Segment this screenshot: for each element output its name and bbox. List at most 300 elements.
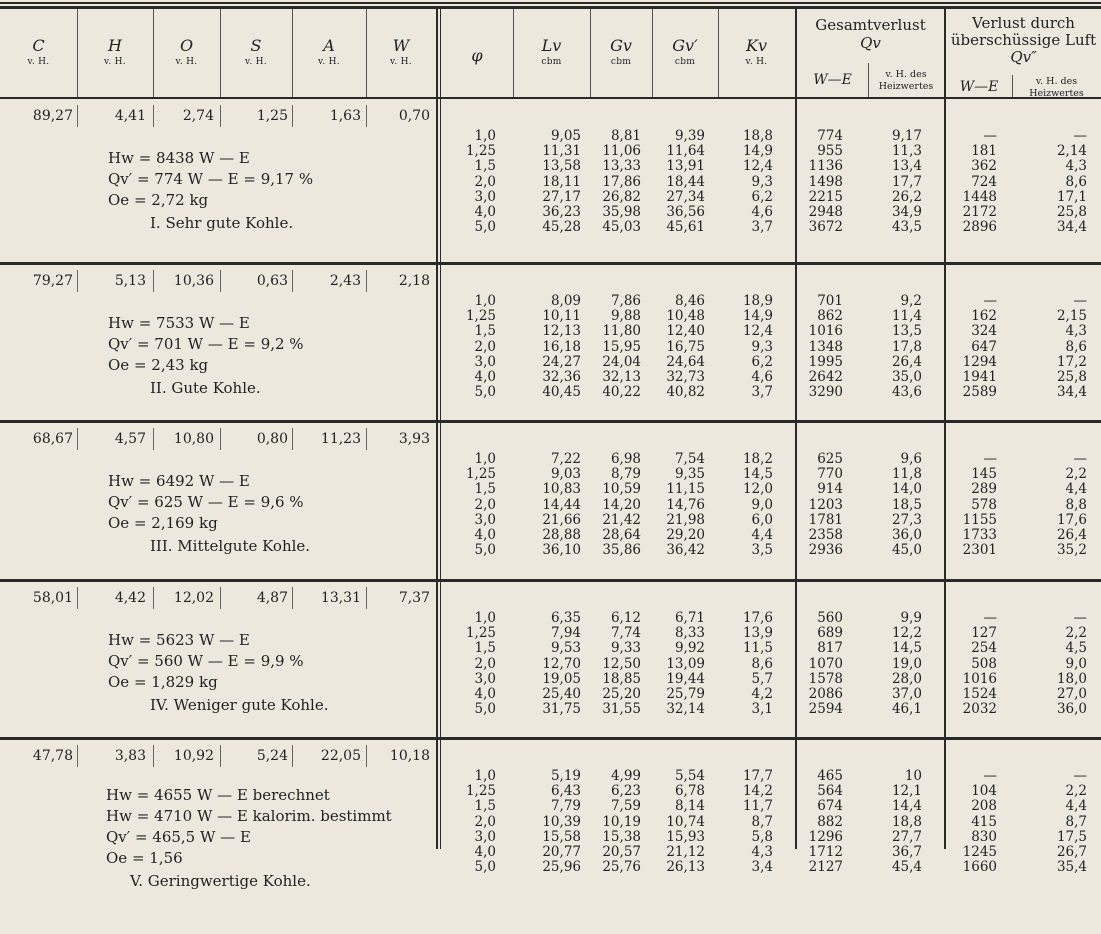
cell-gesamt-we: 1498 — [808, 173, 843, 190]
cell-verlust-we: 508 — [971, 655, 997, 672]
cell-phi: 4,0 — [474, 686, 496, 702]
cell-verlust-percent: 2,2 — [1065, 625, 1087, 642]
cell-phi: 4,0 — [474, 527, 496, 543]
cell-verlust-we: 362 — [971, 158, 997, 175]
cell-verlust-we: 208 — [971, 798, 997, 815]
cell-gv: 45,03 — [602, 219, 641, 236]
composition-value: 3,93 — [398, 431, 430, 447]
cell-gv-prime: 21,12 — [666, 844, 705, 860]
cell-gv: 11,06 — [602, 143, 641, 160]
cell-lv: 14,44 — [542, 496, 581, 513]
cell-gv: 21,42 — [602, 511, 641, 528]
coal-parameter: Oe = 1,56 — [106, 849, 183, 867]
cell-phi: 2,0 — [474, 655, 496, 672]
cell-gv: 20,57 — [602, 844, 641, 860]
cell-verlust-percent: 18,0 — [1056, 670, 1087, 687]
cell-kv: 6,2 — [751, 188, 773, 205]
cell-gv-prime: 14,76 — [666, 496, 705, 513]
cell-phi: 1,25 — [465, 308, 496, 325]
header-verlust-percent: v. H. des Heizwertes — [1029, 76, 1084, 99]
cell-gv-prime: 6,78 — [674, 783, 705, 800]
cell-gv-prime: 13,09 — [666, 655, 705, 672]
composition-value: 1,25 — [256, 108, 288, 124]
composition-value: 7,37 — [398, 590, 430, 606]
cell-verlust-we: 1941 — [962, 369, 997, 385]
cell-verlust-percent: 34,4 — [1056, 219, 1087, 236]
cell-lv: 7,79 — [550, 798, 581, 815]
coal-parameter: Oe = 2,43 kg — [108, 356, 209, 374]
cell-gesamt-we: 1070 — [808, 655, 843, 672]
cell-lv: 25,40 — [542, 686, 581, 702]
cell-gv-prime: 18,44 — [666, 173, 705, 190]
cell-phi: 1,5 — [474, 323, 496, 340]
composition-divider — [77, 587, 78, 609]
cell-gesamt-percent: 9,17 — [891, 128, 922, 144]
header-phi: φ — [471, 46, 483, 65]
cell-kv: 3,5 — [751, 542, 773, 559]
cell-gv: 9,88 — [610, 308, 641, 325]
cell-gesamt-we: 914 — [817, 481, 843, 498]
cell-verlust-percent: 17,6 — [1056, 511, 1087, 528]
composition-value: 10,36 — [173, 273, 214, 289]
composition-value: 0,63 — [256, 273, 288, 289]
cell-verlust-percent: — — [1073, 293, 1087, 309]
cell-phi: 3,0 — [474, 511, 496, 528]
cell-gesamt-we: 817 — [817, 640, 843, 657]
cell-verlust-we: 1524 — [962, 686, 997, 702]
cell-kv: 12,0 — [742, 481, 773, 498]
header-kv: Kv v. H. — [745, 36, 768, 67]
cell-verlust-percent: 8,6 — [1065, 173, 1087, 190]
cell-gv: 14,20 — [602, 496, 641, 513]
cell-kv: 8,6 — [751, 655, 773, 672]
coal-parameter: Oe = 2,72 kg — [108, 191, 209, 209]
cell-phi: 1,0 — [474, 293, 496, 309]
cell-gv: 26,82 — [602, 188, 641, 205]
cell-gesamt-percent: 28,0 — [891, 670, 922, 687]
composition-value: 0,80 — [256, 431, 288, 447]
composition-divider — [153, 105, 154, 127]
cell-gesamt-percent: 43,6 — [891, 384, 922, 401]
cell-gv: 35,98 — [602, 204, 641, 220]
cell-gv-prime: 8,46 — [674, 293, 705, 309]
cell-gv-prime: 21,98 — [666, 511, 705, 528]
cell-phi: 1,5 — [474, 158, 496, 175]
cell-gv-prime: 32,14 — [666, 701, 705, 718]
cell-verlust-we: 724 — [971, 173, 997, 190]
cell-gesamt-percent: 18,8 — [891, 813, 922, 830]
cell-lv: 19,05 — [542, 670, 581, 687]
cell-lv: 24,27 — [542, 353, 581, 370]
cell-verlust-percent: 17,2 — [1056, 353, 1087, 370]
block-separator — [0, 262, 1101, 265]
cell-verlust-we: 324 — [971, 323, 997, 340]
composition-divider — [366, 270, 367, 292]
composition-value: 13,31 — [320, 590, 361, 606]
cell-gv-prime: 11,15 — [666, 481, 705, 498]
cell-gesamt-percent: 17,7 — [891, 173, 922, 190]
composition-divider — [366, 105, 367, 127]
cell-gesamt-we: 1712 — [808, 844, 843, 860]
cell-kv: 4,6 — [751, 204, 773, 220]
cell-lv: 10,39 — [542, 813, 581, 830]
cell-verlust-we: 2032 — [962, 701, 997, 718]
cell-lv: 12,13 — [542, 323, 581, 340]
composition-divider — [77, 105, 78, 127]
cell-gesamt-we: 882 — [817, 813, 843, 830]
cell-gesamt-percent: 26,4 — [891, 353, 922, 370]
cell-gesamt-percent: 37,0 — [891, 686, 922, 702]
cell-gesamt-percent: 9,6 — [900, 451, 922, 467]
cell-verlust-percent: 9,0 — [1065, 655, 1087, 672]
cell-verlust-percent: 25,8 — [1056, 369, 1087, 385]
cell-gesamt-percent: 9,9 — [900, 610, 922, 626]
cell-gesamt-percent: 45,0 — [891, 542, 922, 559]
cell-gesamt-percent: 12,1 — [891, 783, 922, 800]
cell-verlust-percent: 4,3 — [1065, 158, 1087, 175]
cell-phi: 1,5 — [474, 640, 496, 657]
cell-verlust-percent: 2,15 — [1056, 308, 1087, 325]
cell-kv: 3,7 — [751, 219, 773, 236]
cell-lv: 21,66 — [542, 511, 581, 528]
header-gesamt-percent: v. H. des Heizwertes — [878, 69, 934, 92]
coal-parameter: Qv′ = 774 W — E = 9,17 % — [108, 170, 314, 188]
cell-verlust-we: 2896 — [962, 219, 997, 236]
cell-gv-prime: 7,54 — [674, 451, 705, 467]
cell-gesamt-percent: 36,0 — [891, 527, 922, 543]
cell-gv: 32,13 — [602, 369, 641, 385]
cell-gesamt-percent: 35,0 — [891, 369, 922, 385]
cell-phi: 2,0 — [474, 496, 496, 513]
cell-verlust-we: 1016 — [962, 670, 997, 687]
cell-gesamt-we: 3672 — [808, 219, 843, 236]
cell-gv-prime: 11,64 — [666, 143, 705, 160]
cell-gesamt-we: 1203 — [808, 496, 843, 513]
cell-gv: 24,04 — [602, 353, 641, 370]
composition-divider — [292, 745, 293, 767]
cell-gesamt-percent: 10 — [904, 768, 922, 784]
header-a: A v. H. — [318, 36, 340, 67]
cell-gv-prime: 36,56 — [666, 204, 705, 220]
cell-verlust-percent: 35,4 — [1056, 859, 1087, 876]
cell-verlust-we: 1294 — [962, 353, 997, 370]
cell-verlust-we: 162 — [971, 308, 997, 325]
composition-divider — [366, 587, 367, 609]
cell-gv-prime: 6,71 — [674, 610, 705, 626]
cell-verlust-we: 647 — [971, 338, 997, 355]
cell-verlust-percent: 2,14 — [1056, 143, 1087, 160]
cell-lv: 9,53 — [550, 640, 581, 657]
cell-lv: 36,23 — [542, 204, 581, 220]
cell-gesamt-percent: 45,4 — [891, 859, 922, 876]
cell-verlust-we: 254 — [971, 640, 997, 657]
block-separator — [0, 737, 1101, 740]
cell-phi: 5,0 — [474, 384, 496, 401]
cell-gv: 35,86 — [602, 542, 641, 559]
composition-value: 10,92 — [173, 748, 214, 764]
cell-lv: 13,58 — [542, 158, 581, 175]
composition-divider — [220, 745, 221, 767]
cell-phi: 2,0 — [474, 173, 496, 190]
cell-gv-prime: 27,34 — [666, 188, 705, 205]
cell-lv: 28,88 — [542, 527, 581, 543]
cell-lv: 16,18 — [542, 338, 581, 355]
header-verlust-we: W—E — [959, 79, 999, 95]
header-gv: Gv cbm — [610, 36, 632, 67]
coal-grade-title: IV. Weniger gute Kohle. — [150, 696, 329, 714]
cell-gesamt-we: 701 — [817, 293, 843, 309]
cell-gv-prime: 19,44 — [666, 670, 705, 687]
cell-kv: 5,8 — [751, 828, 773, 845]
cell-gesamt-we: 2948 — [808, 204, 843, 220]
cell-verlust-we: 1448 — [962, 188, 997, 205]
composition-value: 10,80 — [173, 431, 214, 447]
cell-verlust-percent: 26,4 — [1056, 527, 1087, 543]
cell-gesamt-we: 2086 — [808, 686, 843, 702]
cell-lv: 20,77 — [542, 844, 581, 860]
cell-gv: 31,55 — [602, 701, 641, 718]
cell-gv: 6,23 — [610, 783, 641, 800]
cell-kv: 14,5 — [742, 466, 773, 483]
composition-value: 4,41 — [114, 108, 146, 124]
cell-lv: 12,70 — [542, 655, 581, 672]
coal-parameter: Qv′ = 465,5 W — E — [106, 828, 251, 846]
cell-phi: 3,0 — [474, 828, 496, 845]
cell-verlust-we: — — [983, 768, 997, 784]
cell-phi: 5,0 — [474, 701, 496, 718]
cell-verlust-we: — — [983, 128, 997, 144]
coal-parameter: Oe = 1,829 kg — [108, 673, 218, 691]
cell-verlust-we: 1733 — [962, 527, 997, 543]
cell-lv: 18,11 — [542, 173, 581, 190]
cell-kv: 12,4 — [742, 323, 773, 340]
cell-gesamt-we: 1578 — [808, 670, 843, 687]
cell-verlust-we: 2301 — [962, 542, 997, 559]
block-separator — [0, 579, 1101, 582]
cell-gesamt-we: 2642 — [808, 369, 843, 385]
cell-verlust-percent: 36,0 — [1056, 701, 1087, 718]
cell-gesamt-percent: 36,7 — [891, 844, 922, 860]
composition-value: 5,13 — [114, 273, 146, 289]
cell-gv: 28,64 — [602, 527, 641, 543]
coal-parameter: Hw = 4710 W — E kalorim. bestimmt — [106, 807, 392, 825]
cell-verlust-we: 415 — [971, 813, 997, 830]
cell-phi: 1,0 — [474, 451, 496, 467]
cell-phi: 1,5 — [474, 481, 496, 498]
composition-divider — [292, 428, 293, 450]
header-bottom-rule — [0, 97, 1101, 99]
cell-verlust-percent: 2,2 — [1065, 466, 1087, 483]
composition-value: 12,02 — [173, 590, 214, 606]
cell-kv: 9,3 — [751, 173, 773, 190]
cell-gv: 15,95 — [602, 338, 641, 355]
cell-phi: 5,0 — [474, 859, 496, 876]
cell-gv-prime: 8,33 — [674, 625, 705, 642]
cell-verlust-we: 145 — [971, 466, 997, 483]
cell-phi: 1,0 — [474, 128, 496, 144]
header-gesamt-we: W—E — [813, 72, 852, 88]
cell-verlust-percent: 25,8 — [1056, 204, 1087, 220]
cell-phi: 1,25 — [465, 466, 496, 483]
cell-gesamt-percent: 34,9 — [891, 204, 922, 220]
cell-gesamt-percent: 19,0 — [891, 655, 922, 672]
cell-lv: 27,17 — [542, 188, 581, 205]
cell-gv-prime: 24,64 — [666, 353, 705, 370]
cell-gesamt-percent: 46,1 — [891, 701, 922, 718]
cell-verlust-we: 830 — [971, 828, 997, 845]
cell-phi: 1,0 — [474, 768, 496, 784]
cell-lv: 45,28 — [542, 219, 581, 236]
composition-value: 2,43 — [329, 273, 361, 289]
cell-gv-prime: 13,91 — [666, 158, 705, 175]
cell-gv: 13,33 — [602, 158, 641, 175]
cell-gesamt-we: 770 — [817, 466, 843, 483]
cell-lv: 36,10 — [542, 542, 581, 559]
cell-gesamt-we: 955 — [817, 143, 843, 160]
cell-gv: 15,38 — [602, 828, 641, 845]
cell-gesamt-we: 465 — [817, 768, 843, 784]
cell-gesamt-we: 560 — [817, 610, 843, 626]
header-verlust: Verlust durch überschüssige Luft Qv″ — [950, 14, 1097, 66]
cell-gv-prime: 15,93 — [666, 828, 705, 845]
cell-gesamt-we: 2127 — [808, 859, 843, 876]
cell-gv: 7,74 — [610, 625, 641, 642]
cell-verlust-percent: 4,3 — [1065, 323, 1087, 340]
cell-gesamt-we: 1781 — [808, 511, 843, 528]
cell-gv: 18,85 — [602, 670, 641, 687]
cell-phi: 4,0 — [474, 204, 496, 220]
cell-kv: 14,9 — [742, 308, 773, 325]
cell-verlust-we: 2172 — [962, 204, 997, 220]
composition-divider — [220, 428, 221, 450]
cell-lv: 25,96 — [542, 859, 581, 876]
cell-kv: 13,9 — [742, 625, 773, 642]
composition-value: 4,87 — [256, 590, 288, 606]
header-c: C v. H. — [27, 36, 50, 67]
coal-parameter: Hw = 8438 W — E — [108, 149, 250, 167]
cell-gv-prime: 9,39 — [674, 128, 705, 144]
cell-gesamt-percent: 11,4 — [891, 308, 922, 325]
cell-verlust-we: 578 — [971, 496, 997, 513]
cell-kv: 3,1 — [751, 701, 773, 718]
coal-parameter: Hw = 5623 W — E — [108, 631, 250, 649]
composition-value: 22,05 — [320, 748, 361, 764]
cell-gesamt-percent: 11,3 — [891, 143, 922, 160]
cell-gesamt-we: 564 — [817, 783, 843, 800]
cell-lv: 7,22 — [550, 451, 581, 467]
cell-kv: 6,0 — [751, 511, 773, 528]
cell-gesamt-we: 774 — [817, 128, 843, 144]
cell-verlust-percent: — — [1073, 768, 1087, 784]
cell-gesamt-percent: 43,5 — [891, 219, 922, 236]
coal-parameter: Hw = 6492 W — E — [108, 472, 250, 490]
cell-verlust-percent: 2,2 — [1065, 783, 1087, 800]
cell-gesamt-we: 1016 — [808, 323, 843, 340]
composition-value: 89,27 — [32, 108, 73, 124]
cell-gv: 25,76 — [602, 859, 641, 876]
composition-value: 79,27 — [32, 273, 73, 289]
cell-verlust-percent: 17,5 — [1056, 828, 1087, 845]
cell-gv: 8,79 — [610, 466, 641, 483]
cell-gv: 17,86 — [602, 173, 641, 190]
composition-value: 2,18 — [398, 273, 430, 289]
composition-divider — [366, 428, 367, 450]
cell-gv-prime: 36,42 — [666, 542, 705, 559]
cell-phi: 4,0 — [474, 844, 496, 860]
cell-gv: 7,86 — [610, 293, 641, 309]
cell-verlust-percent: — — [1073, 128, 1087, 144]
cell-lv: 5,19 — [550, 768, 581, 784]
cell-kv: 9,0 — [751, 496, 773, 513]
cell-kv: 18,9 — [742, 293, 773, 309]
cell-gv-prime: 40,82 — [666, 384, 705, 401]
cell-kv: 4,6 — [751, 369, 773, 385]
composition-value: 58,01 — [32, 590, 73, 606]
cell-kv: 12,4 — [742, 158, 773, 175]
cell-kv: 4,2 — [751, 686, 773, 702]
header-s: S v. H. — [245, 36, 267, 67]
cell-verlust-we: 1245 — [962, 844, 997, 860]
cell-lv: 6,35 — [550, 610, 581, 626]
cell-gesamt-percent: 9,2 — [900, 293, 922, 309]
cell-lv: 7,94 — [550, 625, 581, 642]
cell-gv-prime: 25,79 — [666, 686, 705, 702]
cell-verlust-percent: — — [1073, 610, 1087, 626]
cell-gv-prime: 29,20 — [666, 527, 705, 543]
cell-gesamt-percent: 13,4 — [891, 158, 922, 175]
cell-verlust-we: 2589 — [962, 384, 997, 401]
cell-kv: 11,5 — [742, 640, 773, 657]
cell-gesamt-percent: 14,0 — [891, 481, 922, 498]
cell-gesamt-we: 2358 — [808, 527, 843, 543]
composition-value: 0,70 — [398, 108, 430, 124]
cell-kv: 14,2 — [742, 783, 773, 800]
cell-gesamt-we: 674 — [817, 798, 843, 815]
composition-value: 2,74 — [182, 108, 214, 124]
cell-kv: 14,9 — [742, 143, 773, 160]
cell-verlust-percent: 4,4 — [1065, 481, 1087, 498]
cell-phi: 3,0 — [474, 670, 496, 687]
cell-verlust-we: — — [983, 451, 997, 467]
top-rule — [0, 2, 1101, 4]
header-h: H v. H. — [104, 36, 126, 67]
coal-parameter: Qv′ = 560 W — E = 9,9 % — [108, 652, 304, 670]
cell-gv: 6,12 — [610, 610, 641, 626]
cell-lv: 31,75 — [542, 701, 581, 718]
cell-gv-prime: 5,54 — [674, 768, 705, 784]
cell-gesamt-we: 1348 — [808, 338, 843, 355]
cell-phi: 3,0 — [474, 353, 496, 370]
cell-gesamt-we: 625 — [817, 451, 843, 467]
composition-divider — [220, 270, 221, 292]
cell-phi: 4,0 — [474, 369, 496, 385]
cell-verlust-we: 289 — [971, 481, 997, 498]
composition-divider — [366, 745, 367, 767]
cell-gv: 8,81 — [610, 128, 641, 144]
cell-gv-prime: 32,73 — [666, 369, 705, 385]
coal-parameter: Qv′ = 701 W — E = 9,2 % — [108, 335, 304, 353]
composition-value: 4,57 — [114, 431, 146, 447]
cell-gv: 40,22 — [602, 384, 641, 401]
cell-gesamt-we: 3290 — [808, 384, 843, 401]
composition-value: 11,23 — [320, 431, 361, 447]
cell-gesamt-percent: 14,5 — [891, 640, 922, 657]
cell-verlust-percent: 8,7 — [1065, 813, 1087, 830]
composition-value: 10,18 — [389, 748, 430, 764]
cell-gv: 4,99 — [610, 768, 641, 784]
composition-divider — [292, 587, 293, 609]
cell-gv-prime: 16,75 — [666, 338, 705, 355]
